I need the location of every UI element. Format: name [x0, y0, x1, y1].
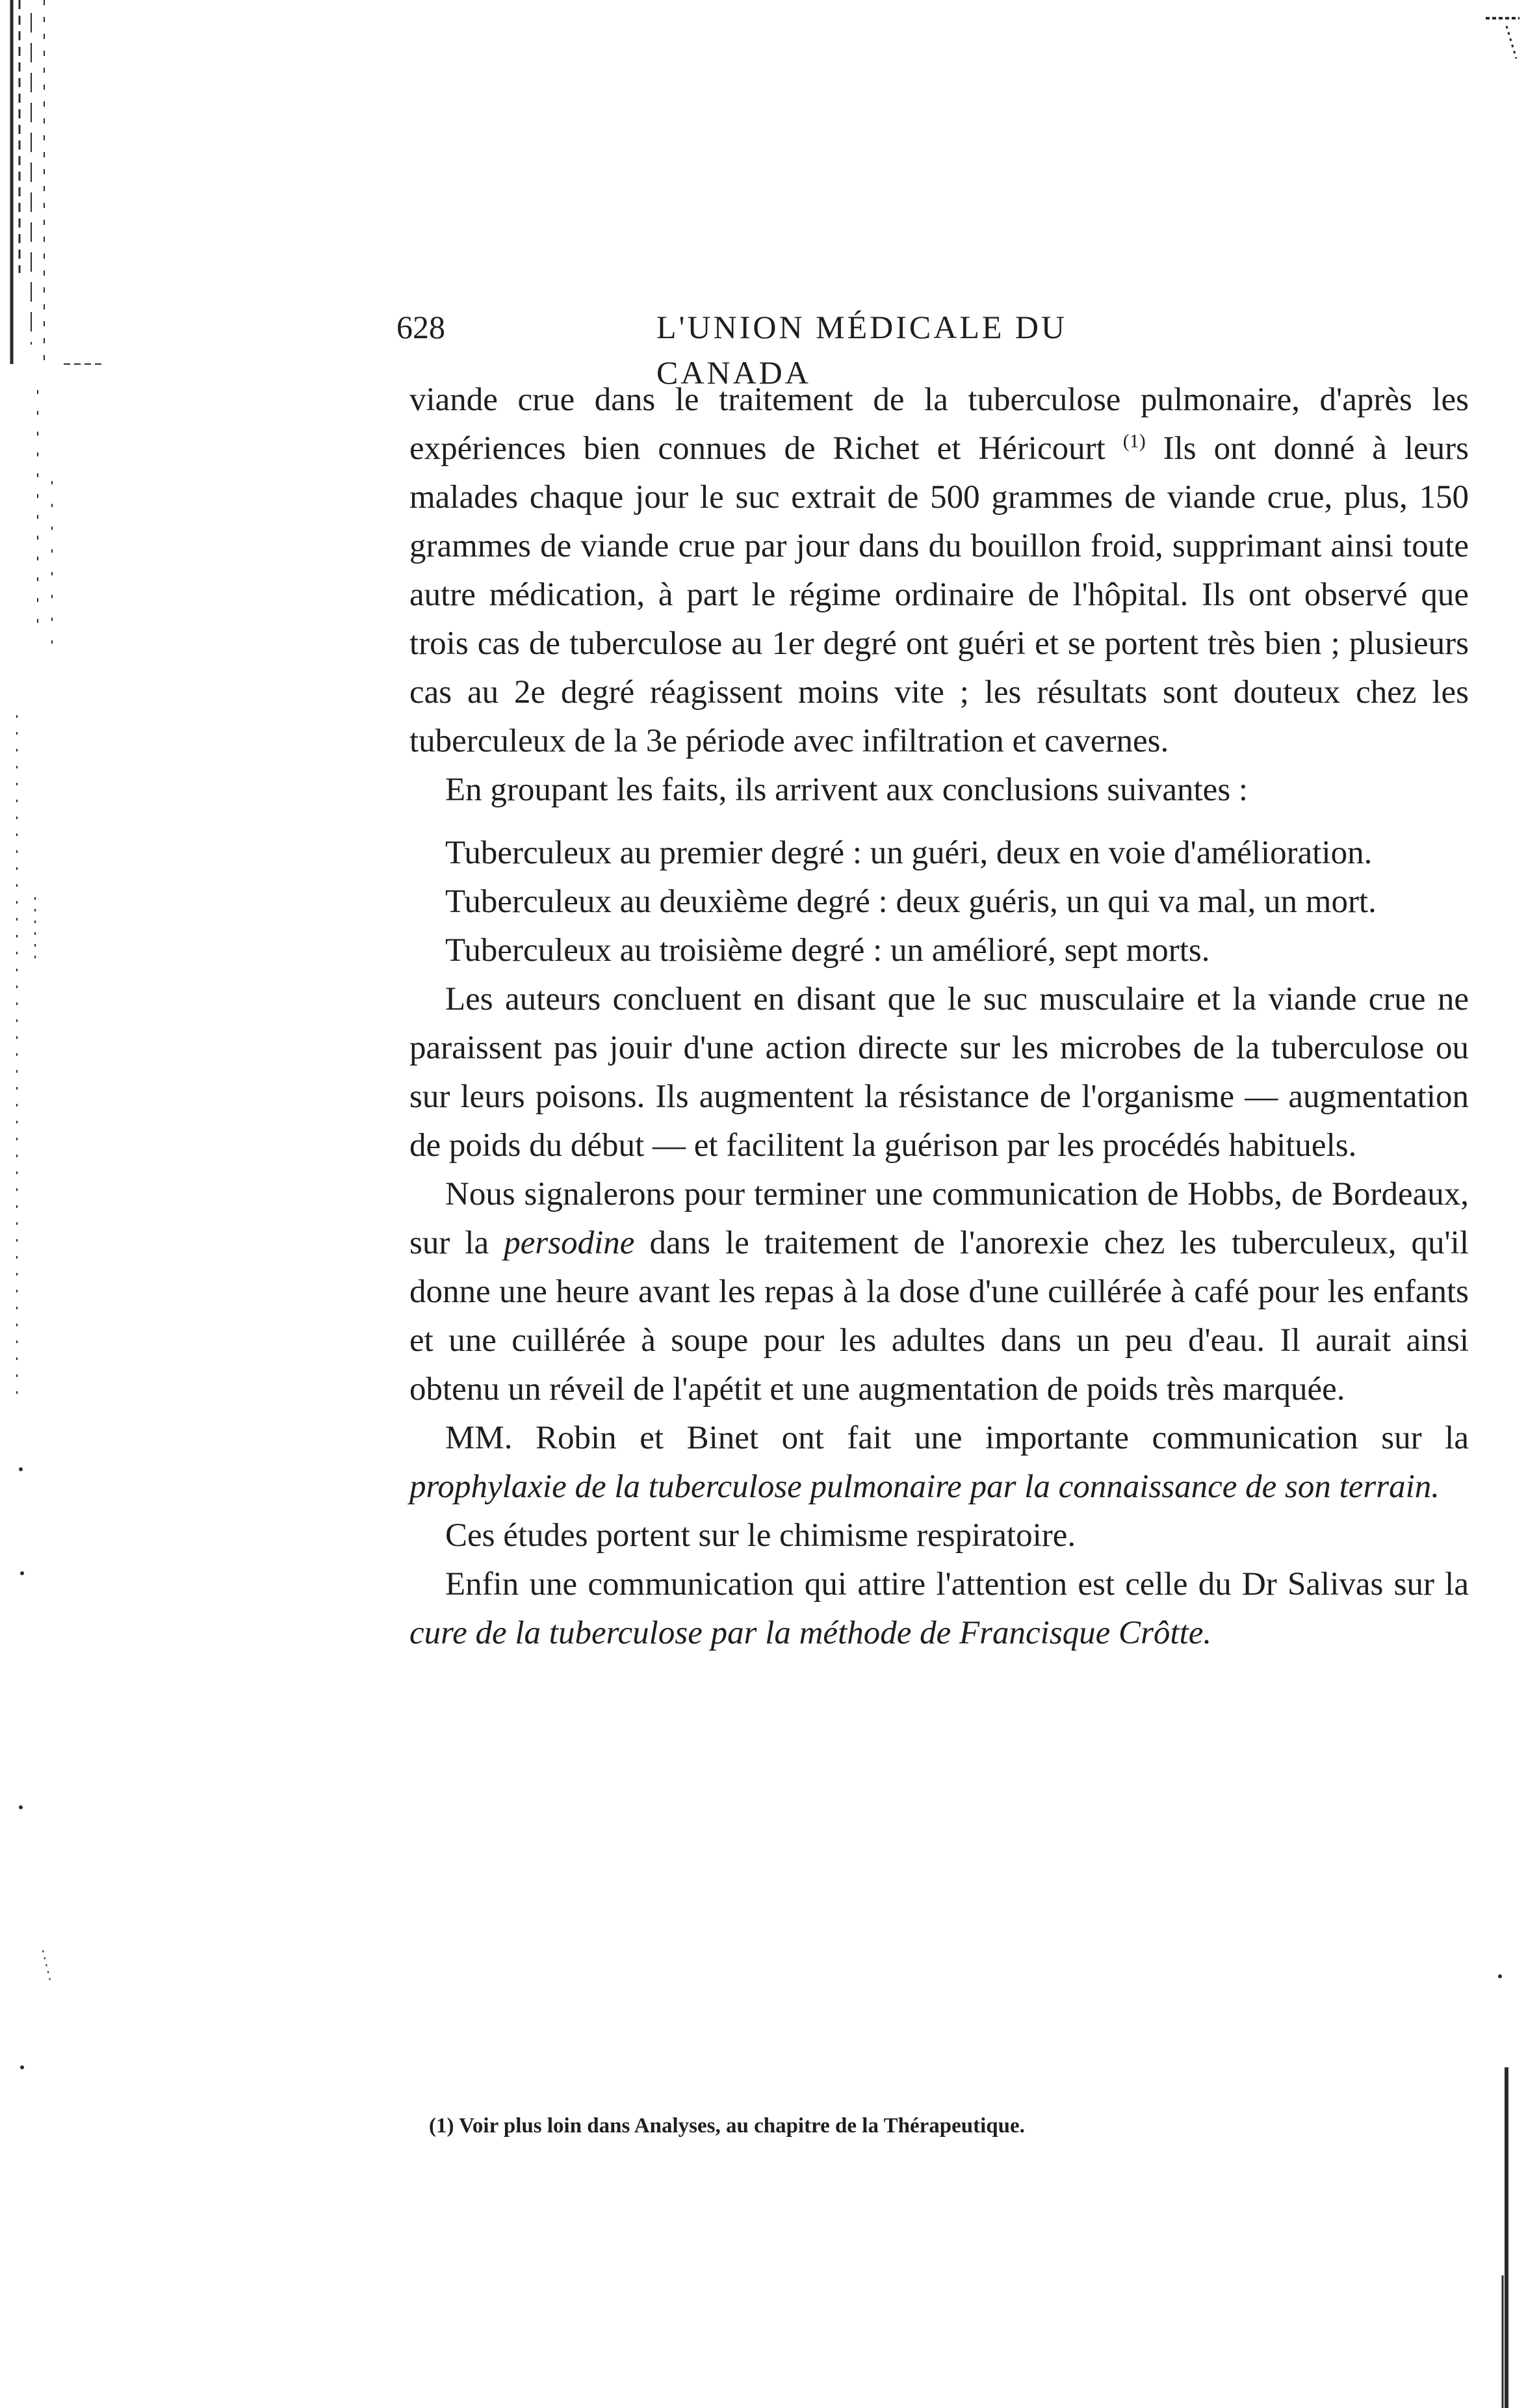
page-header	[396, 304, 1228, 391]
paragraph-7	[409, 1170, 1469, 1414]
paragraph-4: Tuberculeux au deuxième degré : deux guéris, un qui va mal, un mort.	[445, 883, 1377, 920]
paragraph-7-italic: persodine	[504, 1225, 635, 1261]
footnote: (1) Voir plus loin dans Analyses, au chapitre de la Thérapeutique.	[429, 2114, 1025, 2138]
paragraph-10-text-a: Enfin une communication qui attire l'attention est celle du Dr Salivas sur la	[445, 1566, 1469, 1603]
paragraph-1-continued: Ils ont donné à leurs malades chaque jour le suc extrait de 500 grammes de viande crue, plus, 150 grammes de viande crue par jour dans du bouillon froid, supprimant ainsi toute autre médication, à part le régime ordinaire de l'hôpital. Ils ont observé que trois cas de tuberculose au 1er degré ont guéri et se portent très bien ; plusieurs cas au 2e degré réagissent moins vite ; les résultats sont douteux chez les tuberculeux de la 3e période avec infiltration et cavernes.	[409, 430, 1469, 759]
paragraph-2: En groupant les faits, ils arrivent aux conclusions suivantes :	[445, 772, 1248, 808]
paragraph-3: Tuberculeux au premier degré : un guéri, deux en voie d'amélioration.	[445, 835, 1373, 871]
paragraph-1-text: viande crue dans le traitement de la tuberculose pulmonaire, d'après les expériences bien connues de Richet et Héricourt	[409, 382, 1469, 467]
scan-edge-artifact-right	[1481, 0, 1539, 2408]
paragraph-6: Les auteurs concluent en disant que le suc musculaire et la viande crue ne paraissent pas jouir d'une action directe sur les microbes de la tuberculose ou sur leurs poisons. Ils augmentent la résistance de l'organisme — augmentation de poids du début — et facilitent la guérison par les procédés habituels.	[409, 981, 1469, 1164]
paragraph-1	[409, 376, 1469, 766]
paragraph-8	[409, 1414, 1469, 1512]
article-body	[409, 376, 1469, 1658]
page-number: 628	[396, 309, 445, 345]
paragraph-7-text-b: dans le traitement de l'anorexie chez les tuberculeux, qu'il donne une heure avant les repas à la dose d'une cuillérée à café pour les enfants et une cuillérée à soupe pour les adultes dans un peu d'eau. Il aurait ainsi obtenu un réveil de l'apétit et une augmentation de poids très marquée.	[409, 1225, 1469, 1407]
paragraph-8-text-a: MM. Robin et Binet ont fait une importante communication sur la	[445, 1420, 1469, 1456]
paragraph-7-text-a: Nous signalerons pour terminer une communication de Hobbs, de Bordeaux, sur la	[409, 1176, 1469, 1261]
footnote-reference: (1)	[1122, 430, 1146, 452]
paragraph-10-italic: cure de la tuberculose par la méthode de Francisque Crôtte.	[409, 1615, 1212, 1651]
paragraph-9: Ces études portent sur le chimisme respiratoire.	[445, 1517, 1076, 1554]
running-title: L'UNION MÉDICALE DU CANADA	[656, 309, 1068, 391]
paragraph-8-italic: prophylaxie de la tuberculose pulmonaire par la connaissance de son terrain.	[409, 1469, 1440, 1505]
paragraph-10	[409, 1560, 1469, 1658]
paragraph-5: Tuberculeux au troisième degré : un amélioré, sept morts.	[445, 932, 1210, 969]
scan-edge-artifact-left	[5, 0, 129, 2408]
